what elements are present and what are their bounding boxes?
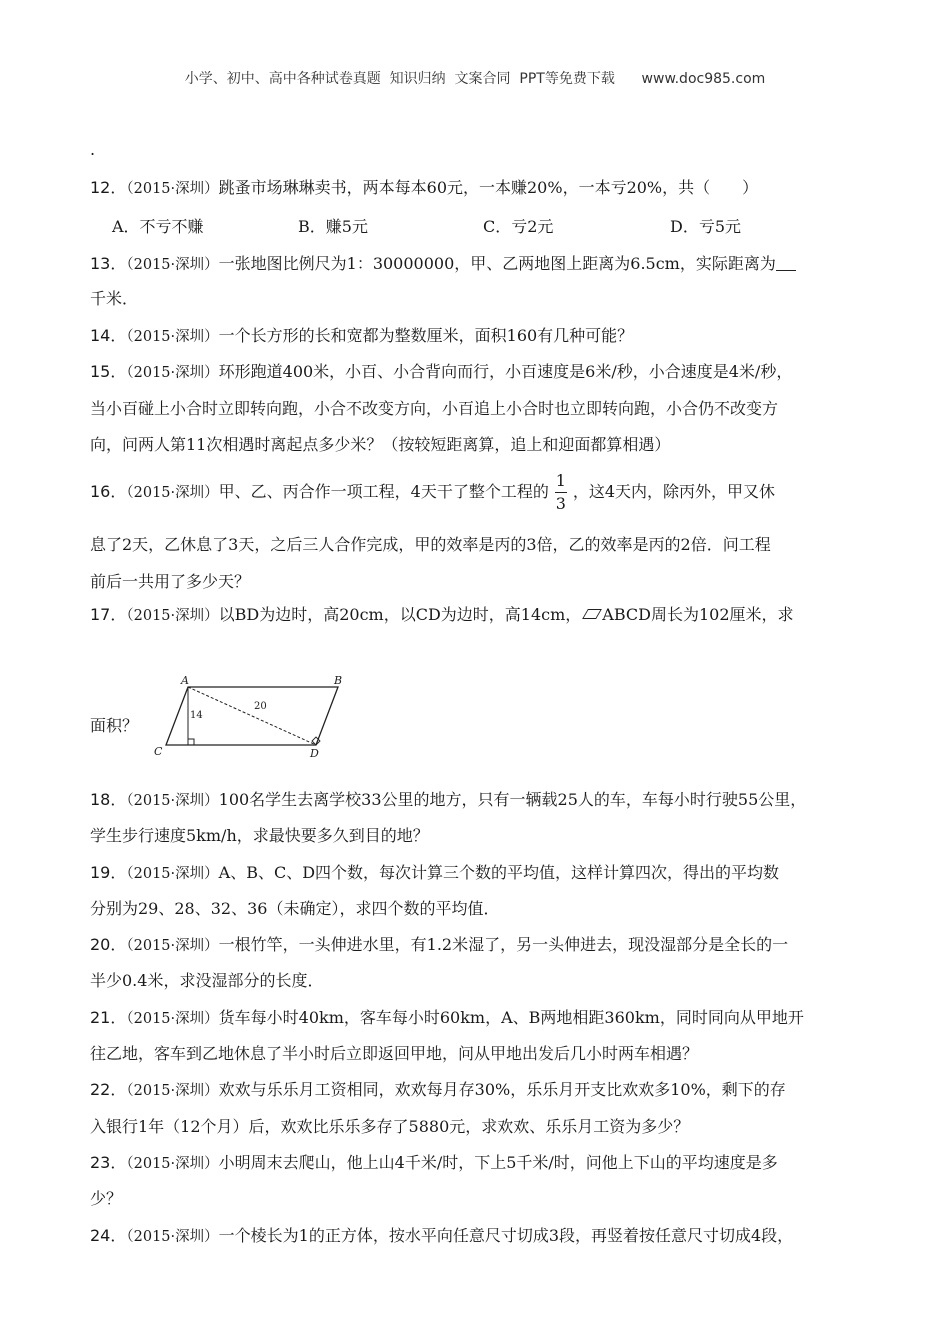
question-17-line-2: 面积？ bbox=[90, 716, 139, 735]
question-13-line-2: 千米． bbox=[90, 289, 139, 308]
question-12 bbox=[90, 170, 875, 207]
question-text: 货车每小时40km，客车每小时60km，A、B两地相距360km，同时同向从甲地开 bbox=[218, 1008, 804, 1027]
fraction-bar bbox=[555, 492, 567, 493]
question-18-line-2: 学生步行速度5km/h，求最快要多久到目的地？ bbox=[90, 826, 429, 845]
question-text: 环形跑道400米，小百、小合背向而行，小百速度是6米/秒，小合速度是4米/秒， bbox=[218, 362, 793, 381]
question-16 bbox=[90, 472, 875, 513]
question-number: 18． bbox=[90, 790, 127, 809]
question-number: 16． bbox=[90, 482, 127, 501]
question-number: 12． bbox=[90, 178, 127, 197]
question-number: 20． bbox=[90, 935, 127, 954]
question-number: 22． bbox=[90, 1080, 127, 1099]
question-number: 14． bbox=[90, 326, 127, 345]
question-19 bbox=[90, 855, 875, 892]
question-source: （2015·深圳） bbox=[126, 365, 219, 381]
question-number: 24． bbox=[90, 1226, 127, 1245]
question-13 bbox=[90, 246, 875, 283]
question-number: 19． bbox=[90, 863, 127, 882]
question-21-line-2: 往乙地，客车到乙地休息了半小时后立即返回甲地，问从甲地出发后几小时两车相遇？ bbox=[90, 1044, 699, 1063]
question-source: （2015·深圳） bbox=[126, 257, 219, 273]
page-header: 小学、初中、高中各种试卷真题 知识归纳 文案合同 PPT等免费下载 www.doc985.com bbox=[184, 71, 766, 87]
parallelogram-symbol-icon bbox=[582, 609, 602, 619]
question-source: （2015·深圳） bbox=[126, 1229, 219, 1245]
vertex-label-c: C bbox=[154, 745, 163, 758]
question-number: 23． bbox=[90, 1153, 127, 1172]
question-text: 一根竹竿，一头伸进水里，有1.2米湿了，另一头伸进去，现没湿部分是全长的一 bbox=[218, 935, 789, 954]
question-15-line-2: 当小百碰上小合时立即转向跑，小合不改变方向，小百追上小合时也立即转向跑，小合仍不改变方 bbox=[90, 399, 779, 418]
question-22-line-2: 入银行1年（12个月）后，欢欢比乐乐多存了5880元，求欢欢、乐乐月工资为多少？ bbox=[90, 1117, 690, 1136]
option-d: D．亏5元 bbox=[670, 217, 742, 236]
question-20-line-2: 半少0.4米，求没湿部分的长度． bbox=[90, 971, 324, 990]
question-source: （2015·深圳） bbox=[126, 1083, 219, 1099]
vertex-label-a: A bbox=[181, 674, 189, 687]
vertex-label-b: B bbox=[334, 674, 343, 687]
fraction-numerator: 1 bbox=[555, 471, 566, 490]
option-b: B．赚5元 bbox=[298, 217, 368, 236]
question-23-line-2: 少？ bbox=[90, 1189, 123, 1208]
question-number: 17． bbox=[90, 605, 127, 624]
question-19-line-2: 分别为29、28、32、36（未确定），求四个数的平均值． bbox=[90, 899, 500, 918]
question-source: （2015·深圳） bbox=[126, 181, 219, 197]
height-label-20: 20 bbox=[254, 701, 267, 712]
option-a: A．不亏不赚 bbox=[112, 217, 204, 236]
question-text: 甲、乙、丙合作一项工程，4天干了整个工程的 bbox=[218, 482, 549, 501]
question-12-options bbox=[90, 210, 875, 244]
question-16-line-2: 息了2天，乙休息了3天，之后三人合作完成，甲的效率是丙的3倍，乙的效率是丙的2倍．问工程 bbox=[90, 535, 771, 554]
parallelogram-figure bbox=[150, 673, 350, 763]
vertex-label-d: D bbox=[310, 747, 319, 760]
question-source: （2015·深圳） bbox=[126, 1011, 219, 1027]
question-17 bbox=[90, 597, 875, 634]
question-23 bbox=[90, 1145, 875, 1182]
question-text: 小明周末去爬山，他上山4千米/时，下上5千米/时，问他上下山的平均速度是多 bbox=[218, 1153, 778, 1172]
question-text: A、B、C、D四个数，每次计算三个数的平均值，这样计算四次，得出的平均数 bbox=[218, 863, 780, 882]
question-text: 跳蚤市场琳琳卖书，两本每本60元，一本赚20%，一本亏20%，共（ ） bbox=[218, 178, 759, 197]
question-16-line-3: 前后一共用了多少天？ bbox=[90, 572, 251, 591]
fraction-one-third bbox=[555, 472, 567, 513]
question-number: 21． bbox=[90, 1008, 127, 1027]
question-21 bbox=[90, 1000, 875, 1037]
question-source: （2015·深圳） bbox=[126, 866, 219, 882]
question-text: 一个长方形的长和宽都为整数厘米，面积160有几种可能？ bbox=[218, 326, 634, 345]
answer-blank bbox=[776, 254, 796, 271]
question-text: 以BD为边时，高20cm，以CD为边时，高14cm， bbox=[218, 605, 582, 624]
fraction-denominator: 3 bbox=[555, 494, 566, 513]
question-text: 欢欢与乐乐月工资相同，欢欢每月存30%，乐乐月开支比欢欢多10%，剩下的存 bbox=[218, 1080, 786, 1099]
right-angle-marker-c bbox=[188, 739, 194, 745]
question-20 bbox=[90, 927, 875, 964]
question-number: 15． bbox=[90, 362, 127, 381]
question-source: （2015·深圳） bbox=[126, 1156, 219, 1172]
question-text-cont: ABCD周长为102厘米，求 bbox=[602, 605, 794, 624]
question-source: （2015·深圳） bbox=[126, 329, 219, 345]
question-18 bbox=[90, 782, 875, 819]
question-text: 一个棱长为1的正方体，按水平向任意尺寸切成3段，再竖着按任意尺寸切成4段， bbox=[218, 1226, 794, 1245]
question-source: （2015·深圳） bbox=[126, 485, 219, 501]
question-24 bbox=[90, 1218, 875, 1255]
height-label-14: 14 bbox=[190, 710, 203, 721]
question-14 bbox=[90, 318, 875, 355]
question-22 bbox=[90, 1072, 875, 1109]
height-line-20 bbox=[188, 687, 316, 745]
question-source: （2015·深圳） bbox=[126, 938, 219, 954]
question-number: 13． bbox=[90, 254, 127, 273]
question-source: （2015·深圳） bbox=[126, 793, 219, 809]
question-15-line-3: 向，问两人第11次相遇时离起点多少米？（按较短距离算，追上和迎面都算相遇） bbox=[90, 435, 671, 454]
stray-dot: . bbox=[90, 140, 96, 159]
option-c: C．亏2元 bbox=[483, 217, 554, 236]
question-15 bbox=[90, 354, 875, 391]
question-text: 一张地图比例尺为1：30000000，甲、乙两地图上距离为6.5cm，实际距离为 bbox=[218, 254, 776, 273]
question-text: 100名学生去离学校33公里的地方，只有一辆载25人的车，车每小时行驶55公里， bbox=[218, 790, 807, 809]
question-text-cont: ，这4天内，除丙外，甲又休 bbox=[572, 482, 776, 501]
question-source: （2015·深圳） bbox=[126, 608, 219, 624]
